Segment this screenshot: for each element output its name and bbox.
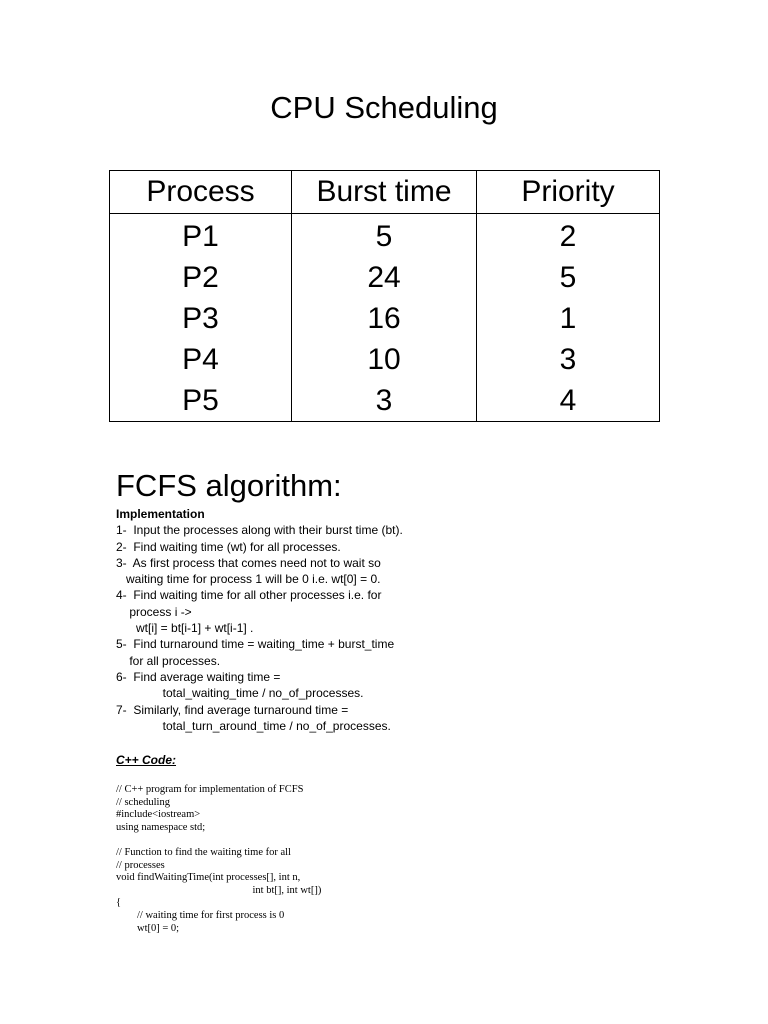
implementation-steps	[116, 506, 716, 734]
code-line: using namespace std;	[116, 821, 206, 833]
code-line: // Function to find the waiting time for all	[116, 846, 291, 858]
step-line: 1- Input the processes along with their burst time (bt).	[116, 523, 403, 538]
code-line	[116, 834, 716, 847]
code-block	[116, 784, 716, 935]
process-cell: P2	[110, 257, 292, 298]
column-header-burst-time: Burst time	[292, 171, 477, 214]
step-line: total_turn_around_time / no_of_processes.	[116, 718, 391, 733]
priority-cell: 1	[477, 298, 660, 339]
step-line: 2- Find waiting time (wt) for all processes.	[116, 539, 341, 554]
process-cell: P5	[110, 380, 292, 422]
code-line: // processes	[116, 859, 165, 871]
code-line: void findWaitingTime(int processes[], int n,	[116, 872, 301, 884]
step-line: waiting time for process 1 will be 0 i.e. wt[0] = 0.	[116, 572, 381, 587]
implementation-heading: Implementation	[116, 507, 205, 521]
burst-time-cell: 16	[292, 298, 477, 339]
priority-cell: 5	[477, 257, 660, 298]
burst-time-cell: 10	[292, 339, 477, 380]
code-line: wt[0] = 0;	[116, 922, 180, 934]
burst-time-cell: 24	[292, 257, 477, 298]
scheduling-table	[109, 170, 660, 422]
priority-cell: 3	[477, 339, 660, 380]
table-row	[110, 339, 660, 380]
code-line: // scheduling	[116, 796, 170, 808]
process-cell: P1	[110, 214, 292, 258]
code-line: #include<iostream>	[116, 809, 201, 821]
page-title: CPU Scheduling	[270, 90, 498, 125]
step-line: for all processes.	[116, 653, 221, 668]
column-header-process: Process	[110, 171, 292, 214]
table-header-row	[110, 171, 660, 214]
table-row	[110, 214, 660, 258]
table-row	[110, 380, 660, 422]
table-row	[110, 257, 660, 298]
process-cell: P3	[110, 298, 292, 339]
step-line: total_waiting_time / no_of_processes.	[116, 686, 364, 701]
priority-cell: 4	[477, 380, 660, 422]
code-line: // waiting time for first process is 0	[116, 909, 285, 921]
process-cell: P4	[110, 339, 292, 380]
step-line: 6- Find average waiting time =	[116, 669, 281, 684]
table-row	[110, 298, 660, 339]
step-line: process i ->	[116, 604, 192, 619]
step-line: wt[i] = bt[i-1] + wt[i-1] .	[116, 621, 254, 636]
column-header-priority: Priority	[477, 171, 660, 214]
fcfs-heading: FCFS algorithm:	[116, 468, 342, 503]
priority-cell: 2	[477, 214, 660, 258]
burst-time-cell: 5	[292, 214, 477, 258]
step-line: 5- Find turnaround time = waiting_time + burst_time	[116, 637, 395, 652]
burst-time-cell: 3	[292, 380, 477, 422]
step-line: 7- Similarly, find average turnaround time =	[116, 702, 349, 717]
code-line: int bt[], int wt[])	[116, 884, 322, 896]
code-heading: C++ Code:	[116, 753, 177, 767]
code-line: // C++ program for implementation of FCFS	[116, 784, 304, 795]
step-line: 4- Find waiting time for all other processes i.e. for	[116, 588, 382, 603]
step-line: 3- As first process that comes need not to wait so	[116, 555, 381, 570]
code-line: {	[116, 897, 122, 909]
